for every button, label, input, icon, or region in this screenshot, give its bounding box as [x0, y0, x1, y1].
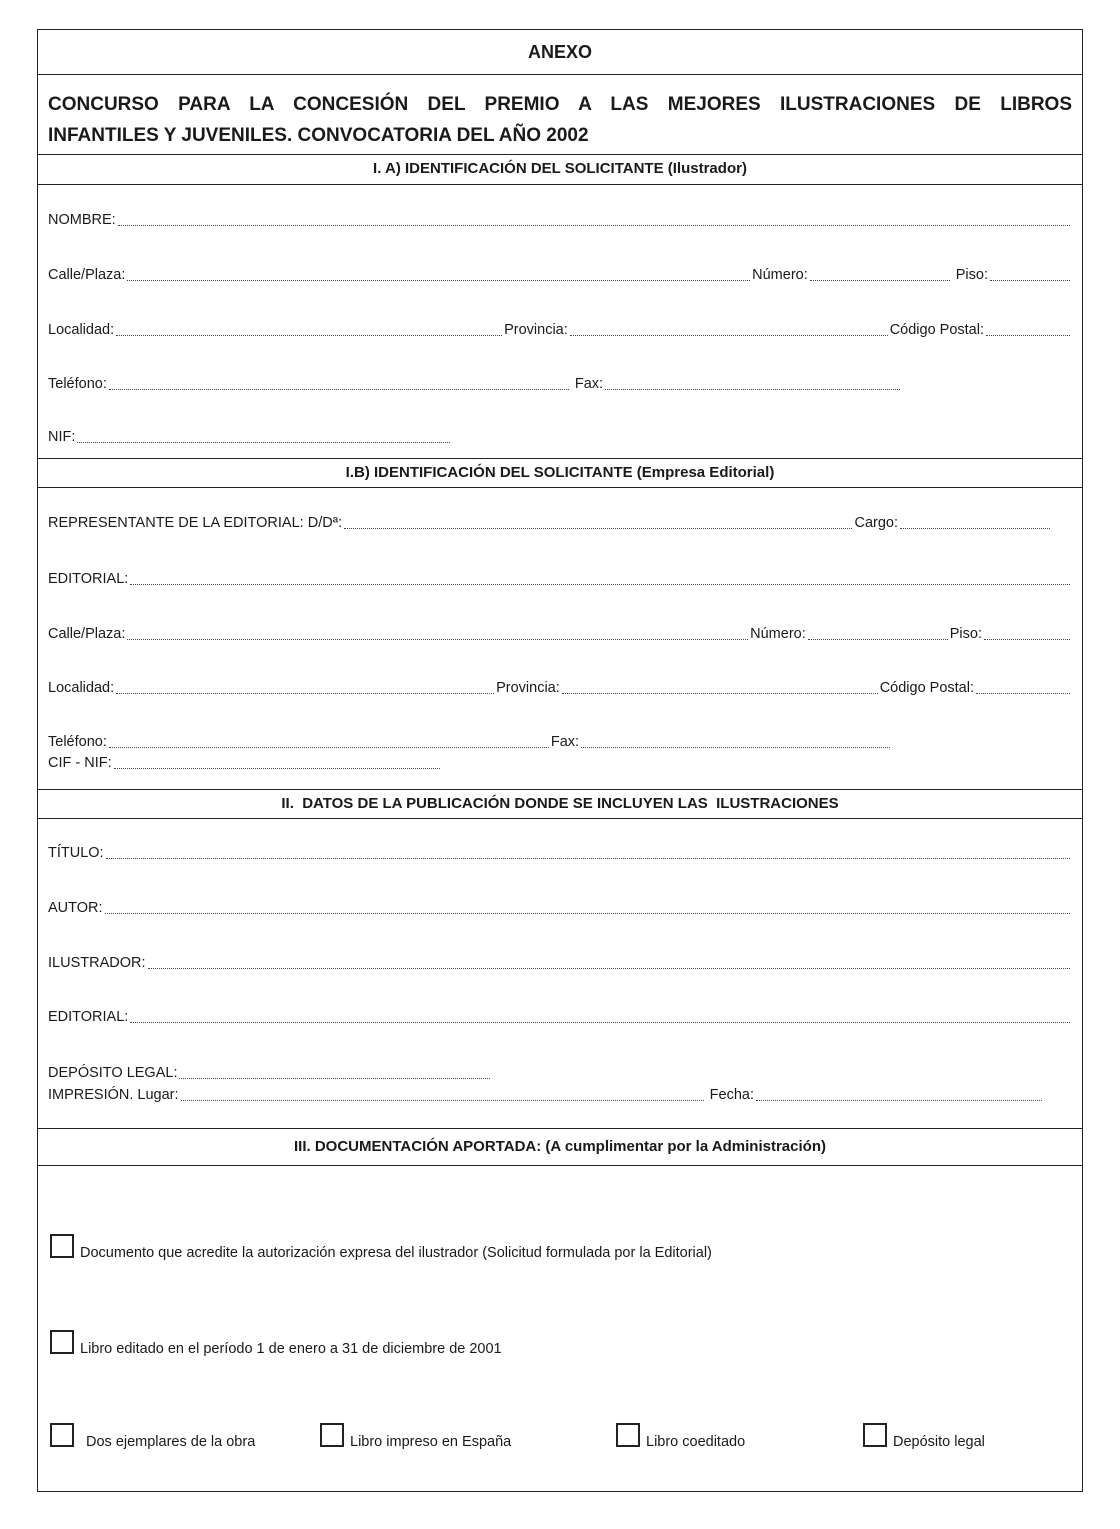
ia-nif-label: NIF:: [48, 429, 76, 445]
ib-cif-label: CIF - NIF:: [48, 755, 112, 771]
ib-provincia-label: Provincia:: [496, 680, 560, 696]
ib-numero-field[interactable]: [808, 638, 948, 640]
ib-cargo-label: Cargo:: [854, 515, 898, 531]
ib-calle-field[interactable]: [127, 638, 748, 640]
deposito-label: Depósito legal: [893, 1434, 985, 1450]
application-form: [37, 29, 1083, 1492]
ib-cp-label: Código Postal:: [879, 680, 974, 696]
ia-locality-line: [48, 321, 1072, 339]
ib-piso-field[interactable]: [984, 638, 1070, 640]
ib-representante-field[interactable]: [344, 527, 852, 529]
ib-cp-field[interactable]: [976, 692, 1070, 694]
doc-item-autorizacion: [50, 1234, 712, 1261]
impreso-label: Libro impreso en España: [350, 1434, 512, 1450]
ii-impresion-line: [48, 1086, 1044, 1104]
ia-nif-field[interactable]: [77, 441, 450, 443]
section-ii-title: II. DATOS DE LA PUBLICACIÓN DONDE SE INCLUYEN LAS ILUSTRACIONES: [281, 795, 839, 812]
anexo-header: [38, 30, 1082, 75]
ii-ilustrador-line: [48, 954, 1072, 972]
ib-localidad-field[interactable]: [116, 692, 494, 694]
autorizacion-checkbox[interactable]: [50, 1234, 74, 1258]
ii-editorial-field[interactable]: [130, 1021, 1070, 1023]
ia-provincia-label: Provincia:: [504, 322, 568, 338]
ii-deposito-field[interactable]: [179, 1077, 490, 1079]
deposito-checkbox[interactable]: [863, 1423, 887, 1447]
ii-editorial-label: EDITORIAL:: [48, 1009, 129, 1025]
ib-telefono-label: Teléfono:: [48, 734, 107, 750]
ia-localidad-label: Localidad:: [48, 322, 115, 338]
ii-autor-field[interactable]: [105, 912, 1070, 914]
section-ii-header: [38, 790, 1082, 819]
ii-fecha-label: Fecha:: [709, 1087, 754, 1103]
ii-autor-line: [48, 899, 1072, 917]
section-ii-body: [38, 819, 1082, 1129]
ia-fax-label: Fax:: [574, 376, 604, 392]
ii-titulo-line: [48, 844, 1072, 862]
ejemplares-checkbox[interactable]: [50, 1423, 74, 1447]
ib-localidad-label: Localidad:: [48, 680, 115, 696]
ib-editorial-field[interactable]: [130, 583, 1070, 585]
doc-item-impreso: [320, 1423, 512, 1450]
ii-impresion-field[interactable]: [181, 1099, 704, 1101]
ib-representante-line: [48, 514, 1052, 532]
ia-calle-label: Calle/Plaza:: [48, 267, 126, 283]
ib-cif-field[interactable]: [114, 767, 440, 769]
section-ia-header: [38, 155, 1082, 185]
ii-deposito-label: DEPÓSITO LEGAL:: [48, 1065, 178, 1081]
ia-localidad-field[interactable]: [116, 334, 502, 336]
coeditado-checkbox[interactable]: [616, 1423, 640, 1447]
ia-telefono-field[interactable]: [109, 388, 569, 390]
section-ib-header: [38, 459, 1082, 488]
contest-title-line1: CONCURSO PARA LA CONCESIÓN DEL PREMIO A LAS MEJORES ILUSTRACIONES DE LIBROS: [48, 94, 1072, 115]
ia-numero-label: Número:: [752, 267, 808, 283]
ib-representante-label: REPRESENTANTE DE LA EDITORIAL: D/Dª:: [48, 515, 343, 531]
ia-piso-field[interactable]: [990, 279, 1070, 281]
section-ib-title: I.B) IDENTIFICACIÓN DEL SOLICITANTE (Empresa Editorial): [345, 464, 775, 481]
ii-impresion-label: IMPRESIÓN. Lugar:: [48, 1087, 179, 1103]
ib-piso-label: Piso:: [949, 626, 982, 642]
ib-editorial-line: [48, 570, 1072, 588]
ia-nombre-line: [48, 211, 1072, 229]
section-ia-title: I. A) IDENTIFICACIÓN DEL SOLICITANTE (Ilustrador): [373, 160, 747, 177]
ib-numero-label: Número:: [750, 626, 806, 642]
periodo-label: Libro editado en el período 1 de enero a 31 de diciembre de 2001: [80, 1341, 502, 1357]
section-iii-title: III. DOCUMENTACIÓN APORTADA: (A cumplimentar por la Administración): [294, 1138, 826, 1155]
doc-item-periodo: [50, 1330, 502, 1357]
ia-nombre-label: NOMBRE:: [48, 212, 116, 228]
ib-editorial-label: EDITORIAL:: [48, 571, 129, 587]
doc-item-coeditado: [616, 1423, 746, 1450]
doc-item-deposito: [863, 1423, 985, 1450]
ib-locality-line: [48, 679, 1072, 697]
ib-calle-label: Calle/Plaza:: [48, 626, 126, 642]
section-ia-body: [38, 185, 1082, 459]
section-ib-body: [38, 488, 1082, 790]
ia-calle-field[interactable]: [127, 279, 750, 281]
ia-piso-label: Piso:: [955, 267, 988, 283]
contest-title-line2: INFANTILES Y JUVENILES. CONVOCATORIA DEL AÑO 2002: [48, 125, 589, 146]
ii-fecha-field[interactable]: [756, 1099, 1042, 1101]
ejemplares-label: Dos ejemplares de la obra: [86, 1434, 256, 1450]
ib-address-line: [48, 625, 1072, 643]
anexo-title: ANEXO: [527, 42, 592, 62]
ib-phone-line: [48, 733, 892, 751]
ib-cargo-field[interactable]: [900, 527, 1050, 529]
ii-ilustrador-field[interactable]: [148, 967, 1071, 969]
ii-deposito-line: [48, 1064, 492, 1082]
coeditado-label: Libro coeditado: [646, 1434, 746, 1450]
ia-nombre-field[interactable]: [118, 224, 1070, 226]
ib-fax-field[interactable]: [581, 746, 890, 748]
ii-titulo-label: TÍTULO:: [48, 845, 104, 861]
ib-cif-line: [48, 754, 442, 772]
ia-cp-field[interactable]: [986, 334, 1070, 336]
ia-cp-label: Código Postal:: [889, 322, 984, 338]
ia-provincia-field[interactable]: [570, 334, 888, 336]
section-iii-body: [38, 1166, 1082, 1491]
doc-item-ejemplares: [50, 1423, 256, 1450]
ii-ilustrador-label: ILUSTRADOR:: [48, 955, 146, 971]
ia-phone-line: [48, 375, 902, 393]
section-iii-header: [38, 1129, 1082, 1166]
ib-provincia-field[interactable]: [562, 692, 878, 694]
ii-editorial-line: [48, 1008, 1072, 1026]
impreso-checkbox[interactable]: [320, 1423, 344, 1447]
ia-address-line: [48, 266, 1072, 284]
autorizacion-label: Documento que acredite la autorización expresa del ilustrador (Solicitud formulada por la Editorial): [80, 1245, 712, 1261]
ib-telefono-field[interactable]: [109, 746, 549, 748]
ia-telefono-label: Teléfono:: [48, 376, 107, 392]
ii-titulo-field[interactable]: [106, 857, 1070, 859]
ia-numero-field[interactable]: [810, 279, 950, 281]
ib-fax-label: Fax:: [550, 734, 580, 750]
ia-nif-line: [48, 428, 452, 446]
periodo-checkbox[interactable]: [50, 1330, 74, 1354]
contest-title-block: [38, 75, 1082, 155]
ii-autor-label: AUTOR:: [48, 900, 103, 916]
ia-fax-field[interactable]: [605, 388, 900, 390]
